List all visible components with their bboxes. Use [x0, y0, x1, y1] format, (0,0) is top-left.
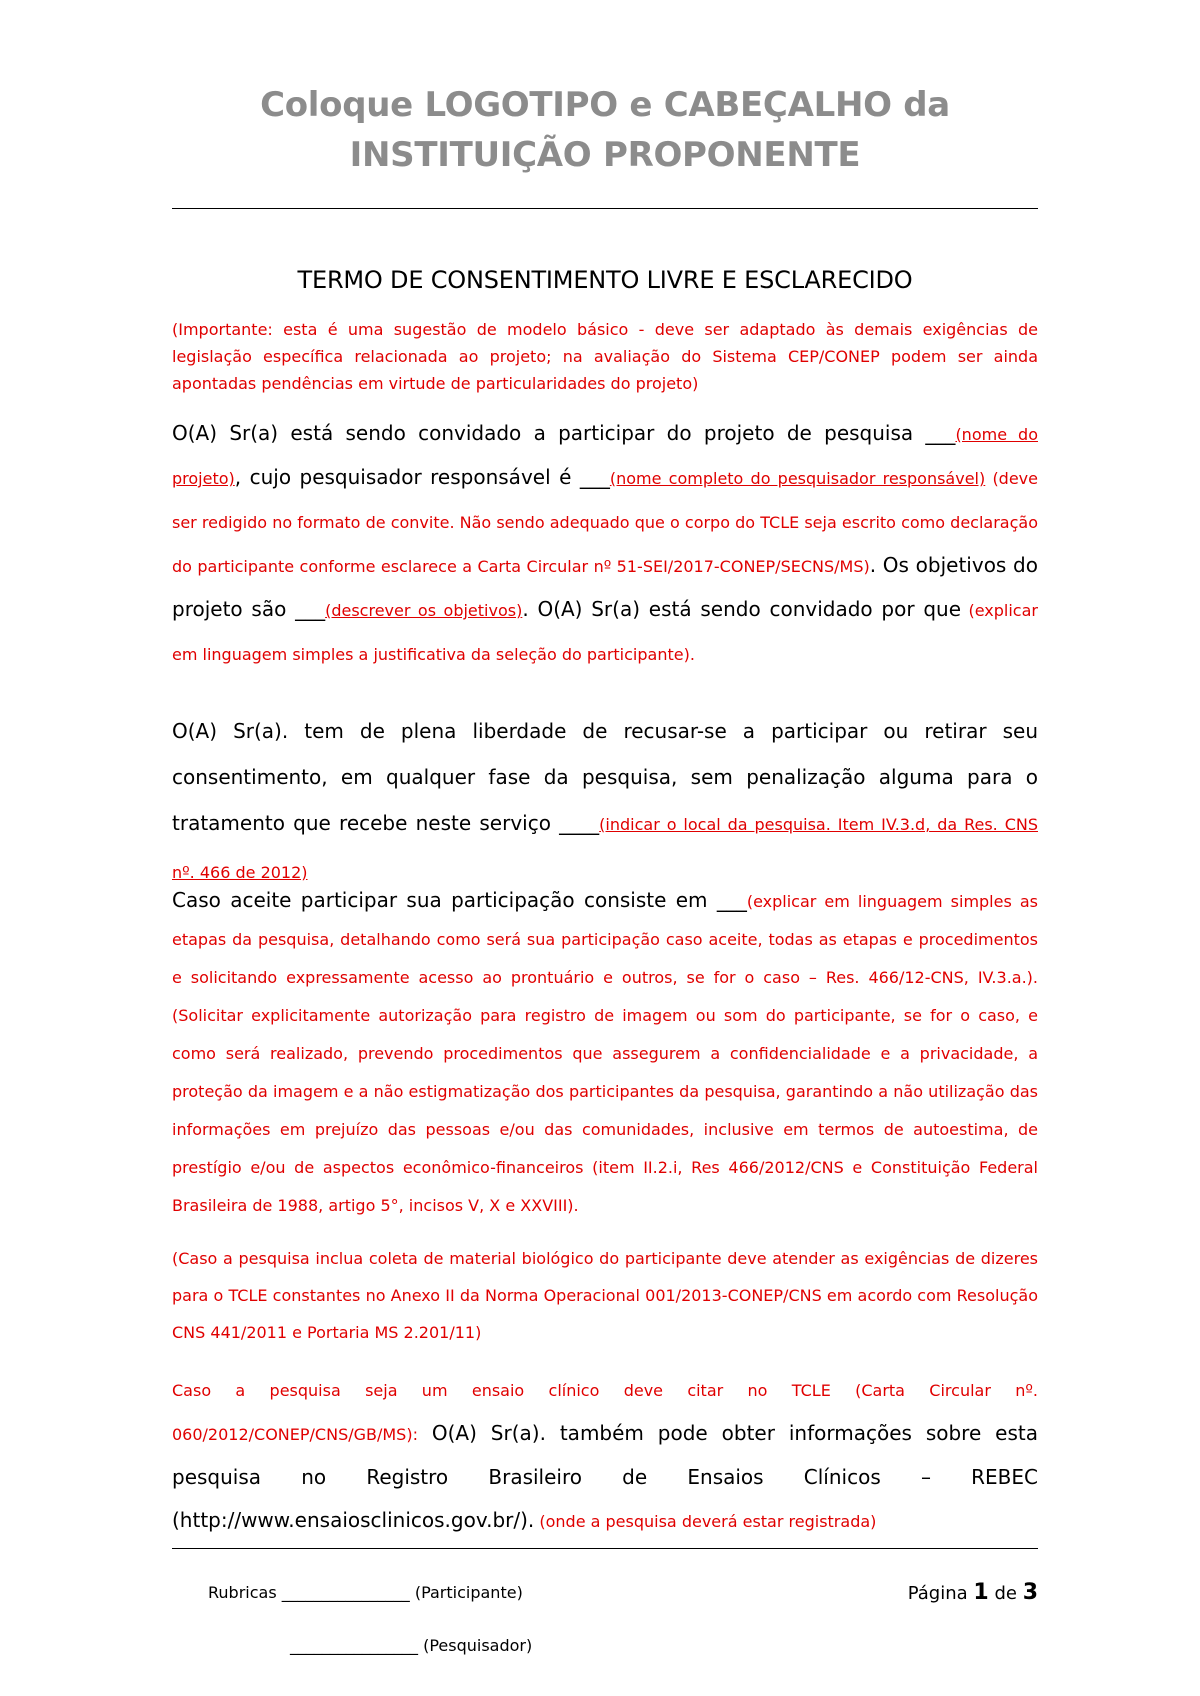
p1-project-name-hint: (nome do projeto) [172, 425, 1038, 488]
p5-clinical-trial-hint: Caso a pesquisa seja um ensaio clínico deve citar no TCLE (Carta Circular nº. 060/2012/CONEP/CNS/GB/MS): [172, 1381, 1038, 1444]
page-current: 1 [973, 1580, 989, 1605]
rubric-participant: Rubricas ________________ (Participante) [208, 1583, 523, 1602]
paragraph-biological-material: (Caso a pesquisa inclua coleta de material biológico do participante deve atender as exigências de dizeres para o TCLE constantes no Anexo II da Norma Operacional 001/2013-CONEP/CNS em acordo com Resolução CNS 441/2011 e Portaria MS 2.201/11) [172, 1249, 1038, 1342]
paragraph-invitation [172, 412, 1038, 676]
p1-researcher-hint: (nome completo do pesquisador responsável) [609, 469, 986, 488]
p3-steps-hint: (explicar em linguagem simples as etapas da pesquisa, detalhando como será sua participação caso aceite, todas as etapas e procedimentos e solicitando expressamente acesso ao prontuário e outros, se for o caso – Res. 466/12-CNS, IV.3.a.). (Solicitar explicitamente autorização para registro de imagem ou som do participante, se for o caso, e como será realizado, prevendo procedimentos que assegurem a confidencialidade e a privacidade, a proteção da imagem e a não estigmatização dos participantes da pesquisa, garantindo a não utilização das informações em prejuízo das pessoas e/ou das comunidades, inclusive em termos de autoestima, de prestígio e/ou de aspectos econômico-financeiros (item II.2.i, Res 466/2012/CNS e Constituição Federal Brasileira de 1988, artigo 5°, incisos V, X e XXVIII). [172, 892, 1039, 1215]
footer-divider [172, 1548, 1038, 1549]
p1-text-4: . O(A) Sr(a) está sendo convidado por que [522, 597, 961, 621]
paragraph-freedom [172, 708, 1038, 896]
paragraph-clinical-trial [172, 1368, 1038, 1543]
p2-location-hint: (indicar o local da pesquisa. Item IV.3.d, da Res. CNS nº. 466 de 2012) [172, 815, 1038, 882]
p1-justification-hint: (explicar em linguagem simples a justificativa da seleção do participante). [172, 601, 1038, 664]
header-line-2: INSTITUIÇÃO PROPONENTE [349, 135, 861, 175]
page-total: 3 [1022, 1580, 1038, 1605]
p2-text: O(A) Sr(a). tem de plena liberdade de recusar-se a participar ou retirar seu consentimento, em qualquer fase da pesquisa, sem penalização alguma para o tratamento que recebe neste serviço ____ [172, 719, 1038, 835]
paragraph-participation [172, 882, 1038, 1224]
p5-text: O(A) Sr(a). também pode obter informações sobre esta pesquisa no Registro Brasileiro de Ensaios Clínicos – REBEC (http://www.ensaiosclinicos.gov.br/). [172, 1421, 1038, 1532]
header-divider [172, 208, 1038, 209]
intro-note: (Importante: esta é uma sugestão de modelo básico - deve ser adaptado às demais exigências de legislação específica relacionada ao projeto; na avaliação do Sistema CEP/CONEP podem ser ainda apontadas pendências em virtude de particularidades do projeto) [172, 320, 1038, 393]
document-title: TERMO DE CONSENTIMENTO LIVRE E ESCLARECIDO [297, 266, 913, 294]
institution-header-placeholder [172, 80, 1038, 180]
p3-text: Caso aceite participar sua participação consiste em ___ [172, 888, 747, 912]
p1-text-3: . Os objetivos do projeto são ___ [172, 553, 1038, 621]
page-label: Página [907, 1583, 968, 1604]
p1-format-note: (deve ser redigido no formato de convite. Não sendo adequado que o corpo do TCLE seja escrito como declaração do participante conforme esclarece a Carta Circular nº 51-SEI/2017-CONEP/SECNS/MS) [172, 469, 1038, 576]
header-line-1: Coloque LOGOTIPO e CABEÇALHO da [260, 85, 950, 125]
page-of: de [994, 1583, 1017, 1604]
p5-registry-hint: (onde a pesquisa deverá estar registrada) [534, 1512, 877, 1531]
page-number [908, 1580, 1038, 1605]
p1-text-2: , cujo pesquisador responsável é ___ [234, 465, 610, 489]
p1-objectives-hint: (descrever os objetivos) [325, 601, 523, 620]
rubric-researcher: ________________ (Pesquisador) [290, 1636, 533, 1655]
p1-text-1: O(A) Sr(a) está sendo convidado a participar do projeto de pesquisa ___ [172, 421, 956, 445]
